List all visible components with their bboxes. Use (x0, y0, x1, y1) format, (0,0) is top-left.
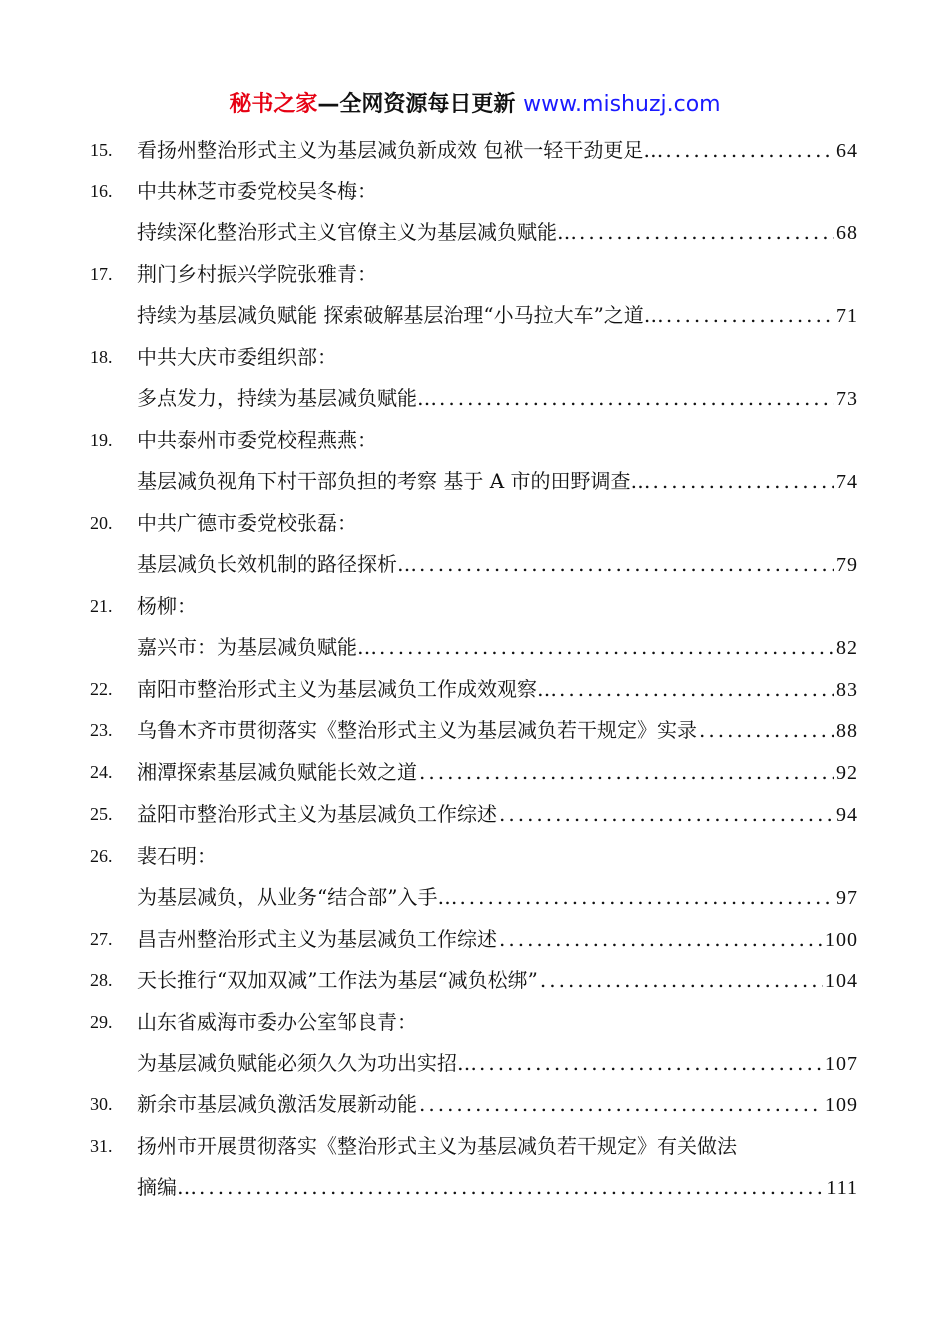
entry-title: 摘编… (137, 1175, 197, 1199)
toc-entry[interactable] (0, 1002, 950, 1042)
entry-line (137, 171, 858, 211)
dot-leader (559, 669, 834, 709)
entry-number: 30. (90, 1094, 113, 1114)
toc-entry[interactable] (0, 461, 950, 501)
entry-line (137, 378, 858, 419)
toc-entry[interactable] (0, 544, 950, 584)
toc-entry[interactable] (0, 378, 950, 418)
dot-leader (540, 960, 823, 1000)
toc-entry[interactable] (0, 836, 950, 876)
entry-title: 益阳市整治形式主义为基层减负工作综述 (137, 802, 497, 826)
entry-line (137, 1126, 858, 1166)
page-number: 82 (836, 637, 858, 659)
entry-line (137, 710, 858, 751)
entry-line (137, 212, 858, 253)
header-tagline: —全网资源每日更新 (317, 92, 524, 117)
page-number: 74 (836, 471, 858, 493)
entry-number: 28. (90, 970, 113, 990)
entry-line (137, 627, 858, 668)
entry-title: 天长推行“双加双减”工作法为基层“减负松绑” (137, 968, 538, 992)
entry-title: 南阳市整治形式主义为基层减负工作成效观察… (137, 677, 557, 701)
entry-line (137, 752, 858, 793)
entry-number: 26. (90, 846, 113, 866)
entry-title: 为基层减负，从业务“结合部”入手… (137, 885, 458, 909)
entry-line (137, 794, 858, 835)
page-number: 88 (836, 720, 858, 742)
toc-entry[interactable] (0, 503, 950, 543)
page-number: 111 (826, 1177, 858, 1199)
entry-number: 21. (90, 596, 113, 616)
site-url[interactable]: www.mishuzj.com (523, 92, 721, 117)
entry-title: 多点发力，持续为基层减负赋能… (137, 386, 437, 410)
dot-leader (579, 212, 834, 252)
toc-entry[interactable] (0, 295, 950, 335)
toc-entry[interactable] (0, 919, 950, 959)
page-number: 83 (836, 679, 858, 701)
dot-leader (459, 877, 834, 917)
entry-title: 扬州市开展贯彻落实《整治形式主义为基层减负若干规定》有关做法 (137, 1134, 737, 1158)
entry-line (137, 295, 858, 336)
dot-leader (439, 378, 834, 418)
page-number: 71 (836, 305, 858, 327)
brand-name: 秘书之家 (229, 92, 318, 117)
entry-title: 为基层减负赋能必须久久为功出实招… (137, 1051, 477, 1075)
entry-number: 22. (90, 679, 113, 699)
toc-entry[interactable] (0, 710, 950, 750)
entry-title: 昌吉州整治形式主义为基层减负工作综述 (137, 927, 497, 951)
toc-entry[interactable] (0, 212, 950, 252)
toc-entry[interactable] (0, 960, 950, 1000)
entry-number: 15. (90, 140, 113, 160)
entry-line (137, 586, 858, 626)
entry-number: 20. (90, 513, 113, 533)
entry-number: 25. (90, 804, 113, 824)
entry-number: 16. (90, 181, 113, 201)
page-number: 109 (825, 1094, 858, 1116)
page-number: 107 (825, 1053, 858, 1075)
site-header (0, 90, 950, 120)
entry-title: 看扬州整治形式主义为基层减负新成效 包袱一轻干劲更足… (137, 138, 664, 162)
entry-line (137, 1002, 858, 1042)
entry-title: 基层减负视角下村干部负担的考察 基于 A 市的田野调查… (137, 469, 651, 493)
dot-leader (699, 710, 834, 750)
entry-line (137, 1167, 858, 1208)
toc-entry[interactable] (0, 1084, 950, 1124)
page-number: 79 (836, 554, 858, 576)
entry-line (137, 130, 858, 171)
entry-title: 中共泰州市委党校程燕燕： (137, 428, 377, 452)
toc-entry[interactable] (0, 1043, 950, 1083)
entry-line (137, 254, 858, 294)
dot-leader (419, 752, 834, 792)
entry-line (137, 1043, 858, 1084)
page-number: 94 (836, 804, 858, 826)
entry-number: 24. (90, 762, 113, 782)
entry-title: 嘉兴市：为基层减负赋能… (137, 635, 377, 659)
page-number: 100 (825, 929, 858, 951)
entry-line (137, 836, 858, 876)
toc-entry[interactable] (0, 130, 950, 170)
entry-line (137, 960, 858, 1001)
toc-entry[interactable] (0, 420, 950, 460)
dot-leader (419, 1084, 823, 1124)
page-number: 64 (836, 140, 858, 162)
entry-title: 中共林芝市委党校吴冬梅： (137, 179, 377, 203)
entry-title: 基层减负长效机制的路径探析… (137, 552, 417, 576)
entry-title: 新余市基层减负激活发展新动能 (137, 1092, 417, 1116)
entry-number: 23. (90, 720, 113, 740)
entry-line (137, 544, 858, 585)
page-number: 73 (836, 388, 858, 410)
toc-entry[interactable] (0, 1126, 950, 1166)
page-number: 97 (836, 887, 858, 909)
dot-leader (479, 1043, 823, 1083)
entry-number: 29. (90, 1012, 113, 1032)
entry-line (137, 461, 858, 502)
toc-entry[interactable] (0, 171, 950, 211)
entry-title: 乌鲁木齐市贯彻落实《整治形式主义为基层减负若干规定》实录 (137, 718, 697, 742)
dot-leader (653, 461, 834, 501)
entry-title: 裴石明： (137, 844, 217, 868)
toc-entry[interactable] (0, 586, 950, 626)
entry-line (137, 877, 858, 918)
dot-leader (199, 1167, 824, 1207)
toc-entry[interactable] (0, 752, 950, 792)
entry-title: 中共大庆市委组织部： (137, 345, 337, 369)
entry-line (137, 503, 858, 543)
dot-leader (499, 794, 834, 834)
entry-line (137, 1084, 858, 1125)
toc-entry[interactable] (0, 627, 950, 667)
toc-entry[interactable] (0, 337, 950, 377)
entry-number: 31. (90, 1136, 113, 1156)
entry-title: 中共广德市委党校张磊： (137, 511, 357, 535)
dot-leader (665, 130, 834, 170)
entry-line (137, 337, 858, 377)
entry-title: 杨柳： (137, 594, 197, 618)
toc-entry[interactable] (0, 254, 950, 294)
toc-entry[interactable] (0, 877, 950, 917)
toc-entry[interactable] (0, 1167, 950, 1207)
entry-title: 荆门乡村振兴学院张雅青： (137, 262, 377, 286)
entry-number: 18. (90, 347, 113, 367)
entry-line (137, 919, 858, 960)
entry-number: 19. (90, 430, 113, 450)
dot-leader (379, 627, 834, 667)
toc-entry[interactable] (0, 669, 950, 709)
dot-leader (499, 919, 823, 959)
toc-entry[interactable] (0, 794, 950, 834)
entry-number: 17. (90, 264, 113, 284)
entry-number: 27. (90, 929, 113, 949)
entry-line (137, 420, 858, 460)
page-number: 104 (825, 970, 858, 992)
dot-leader (666, 295, 834, 335)
entry-line (137, 669, 858, 710)
entry-title: 山东省威海市委办公室邹良青： (137, 1010, 417, 1034)
entry-title: 持续深化整治形式主义官僚主义为基层减负赋能… (137, 220, 577, 244)
entry-title: 湘潭探索基层减负赋能长效之道 (137, 760, 417, 784)
page-number: 68 (836, 222, 858, 244)
dot-leader (419, 544, 834, 584)
entry-title: 持续为基层减负赋能 探索破解基层治理“小马拉大车”之道… (137, 303, 664, 327)
page-number: 92 (836, 762, 858, 784)
